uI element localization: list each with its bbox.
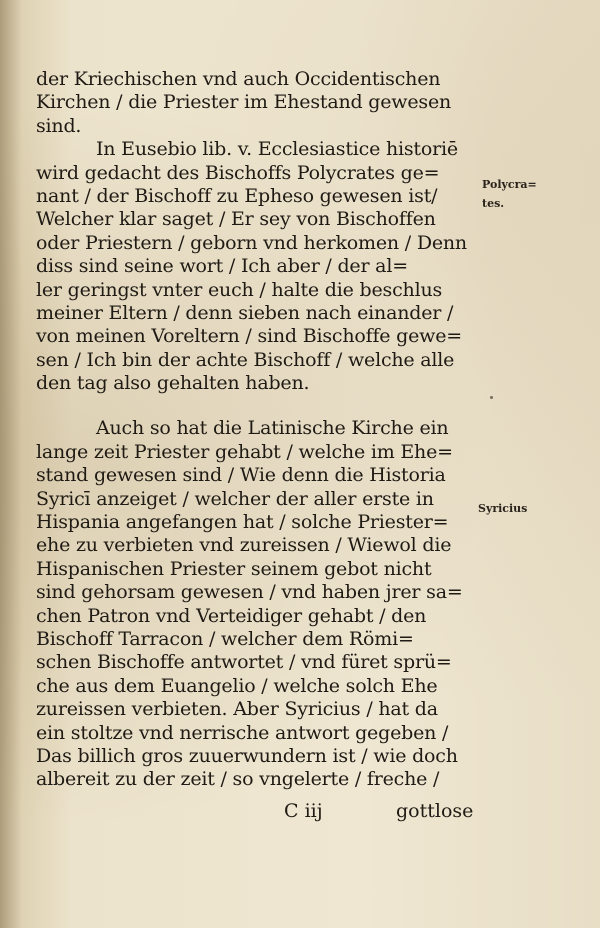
text-line: Das billich gros zuuerwundern ist / wie doch: [36, 744, 458, 767]
text-line: von meinen Voreltern / sind Bischoffe gewe=: [36, 325, 462, 348]
text-line: Hispanischen Priester seinem gebot nicht: [36, 557, 432, 580]
text-line: chen Patron vnd Verteidiger gehabt / den: [36, 604, 427, 627]
text-line: albereit zu der zeit / so vngelerte / freche /: [36, 768, 440, 791]
text-line: oder Priestern / geborn vnd herkomen / Denn: [36, 231, 467, 254]
text-line: Syricī anzeiget / welcher der aller erste in: [36, 487, 434, 510]
text-line: diss sind seine wort / Ich aber / der al=: [36, 255, 408, 278]
page-body-text: [36, 68, 476, 792]
text-line: sind gehorsam gewesen / vnd haben jrer sa=: [36, 581, 463, 604]
margin-note-syricius: Syricius: [478, 502, 528, 515]
margin-note-polycrates: Polycra=: [482, 178, 537, 191]
text-line-indented: In Eusebio lib. v. Ecclesiastice historiē: [96, 138, 458, 161]
ink-speck: [490, 396, 493, 399]
page-footer: [36, 800, 476, 826]
text-line: sen / Ich bin der achte Bischoff / welche alle: [36, 348, 455, 371]
text-line: Hispania angefangen hat / solche Priester=: [36, 511, 449, 534]
text-line: nant / der Bischoff zu Epheso gewesen ist/: [36, 184, 438, 207]
binding-gutter-shadow: [0, 0, 22, 928]
text-line: ehe zu verbieten vnd zureissen / Wiewol die: [36, 534, 452, 557]
paragraph-gap: [36, 395, 476, 417]
text-line: den tag also gehalten haben.: [36, 372, 310, 395]
margin-note-polycrates-cont: tes.: [482, 197, 505, 210]
text-line: der Kriechischen vnd auch Occidentischen: [36, 68, 441, 90]
text-line: sind.: [36, 114, 82, 137]
text-line: ler geringst vnter euch / halte die beschlus: [36, 278, 443, 301]
text-line: stand gewesen sind / Wie denn die Historia: [36, 464, 446, 487]
text-line: Kirchen / die Priester im Ehestand gewesen: [36, 91, 452, 114]
text-line: schen Bischoffe antwortet / vnd füret sprü=: [36, 651, 452, 674]
text-line: ein stoltze vnd nerrische antwort gegeben /: [36, 721, 449, 744]
text-line: lange zeit Priester gehabt / welche im Ehe=: [36, 440, 453, 463]
catchword: gottlose: [396, 800, 474, 822]
text-line: wird gedacht des Bischoffs Polycrates ge=: [36, 161, 440, 184]
text-line: meiner Eltern / denn sieben nach einander /: [36, 301, 454, 324]
signature-mark: C iij: [284, 800, 323, 822]
text-line: Welcher klar saget / Er sey von Bischoffen: [36, 208, 436, 231]
text-line-indented: Auch so hat die Latinische Kirche ein: [96, 417, 449, 440]
text-line: che aus dem Euangelio / welche solch Ehe: [36, 674, 438, 697]
text-line: Bischoff Tarracon / welcher dem Römi=: [36, 627, 414, 650]
text-line: zureissen verbieten. Aber Syricius / hat da: [36, 698, 438, 721]
